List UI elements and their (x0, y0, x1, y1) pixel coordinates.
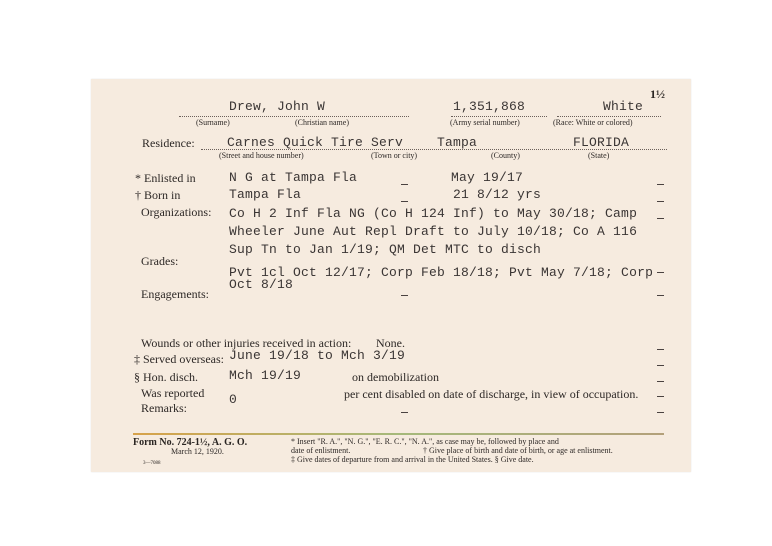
footnote-overseas: ‡ Give dates of departure from and arrival in the United States. § Give date. (291, 455, 534, 464)
form-code: 3—7088 (143, 461, 161, 466)
footnote-date-enlistment: date of enlistment. (291, 446, 351, 455)
town-caption: (Town or city) (371, 151, 418, 160)
race-caption: (Race: White or colored) (553, 118, 633, 127)
engagements-label: Engagements: (141, 287, 209, 301)
footnote-insert: * Insert "R. A.", "N. G.", "E. R. C.", "N. A.", as case may be, followed by place and (291, 437, 559, 446)
enlisted-date-value: May 19/17 (451, 170, 524, 185)
organizations-line-3: Sup Tn to Jan 1/19; QM Det MTC to disch (229, 242, 542, 257)
residence-town: Tampa (437, 135, 478, 150)
organizations-line-1: Co H 2 Inf Fla NG (Co H 124 Inf) to May 30/18; Camp (229, 206, 638, 221)
wounds-value: None. (376, 336, 405, 350)
residence-street: Carnes Quick Tire Serv (227, 135, 404, 150)
served-overseas-value: June 19/18 to Mch 3/19 (229, 348, 406, 363)
was-reported-note: per cent disabled on date of discharge, in view of occupation. (344, 387, 639, 401)
was-reported-value: 0 (229, 392, 238, 407)
race: White (603, 99, 644, 114)
corner-mark: 1½ (650, 87, 665, 101)
hon-disch-label: § Hon. disch. (134, 370, 198, 384)
organizations-label: Organizations: (141, 205, 212, 219)
born-label: † Born in (135, 188, 181, 202)
residence-state: FLORIDA (573, 135, 630, 150)
remarks-label: Remarks: (141, 401, 187, 415)
army-serial-number: 1,351,868 (453, 99, 526, 114)
grades-line-2: Oct 8/18 (229, 277, 294, 292)
form-number: Form No. 724-1½, A. G. O. (133, 437, 248, 448)
soldier-name: Drew, John W (229, 99, 326, 114)
organizations-line-2: Wheeler June Aut Repl Draft to July 10/18; Co A 116 (229, 224, 638, 239)
hon-disch-note: on demobilization (352, 370, 439, 384)
footnote-birth: † Give place of birth and date of birth, or age at enlistment. (423, 446, 613, 455)
county-caption: (County) (491, 151, 520, 160)
served-overseas-label: ‡ Served overseas: (134, 352, 224, 366)
born-age-value: 21 8/12 yrs (453, 187, 542, 202)
was-reported-label: Was reported (141, 386, 205, 400)
christian-name-caption: (Christian name) (295, 118, 349, 127)
form-date: March 12, 1920. (171, 447, 224, 456)
grades-label: Grades: (141, 254, 179, 268)
enlisted-in-value: N G at Tampa Fla (229, 170, 358, 185)
enlisted-label: * Enlisted in (135, 171, 196, 185)
service-record-card (91, 79, 691, 472)
surname-caption: (Surname) (196, 118, 230, 127)
state-caption: (State) (588, 151, 610, 160)
hon-disch-value: Mch 19/19 (229, 368, 302, 383)
serial-caption: (Army serial number) (450, 118, 520, 127)
born-in-value: Tampa Fla (229, 187, 302, 202)
footer-rule (133, 433, 664, 435)
grades-line-1: Pvt 1cl Oct 12/17; Corp Feb 18/18; Pvt May 7/18; Corp (229, 265, 654, 280)
street-caption: (Street and house number) (219, 151, 304, 160)
residence-label: Residence: (142, 136, 195, 150)
wounds-label: Wounds or other injuries received in action: (141, 336, 352, 350)
